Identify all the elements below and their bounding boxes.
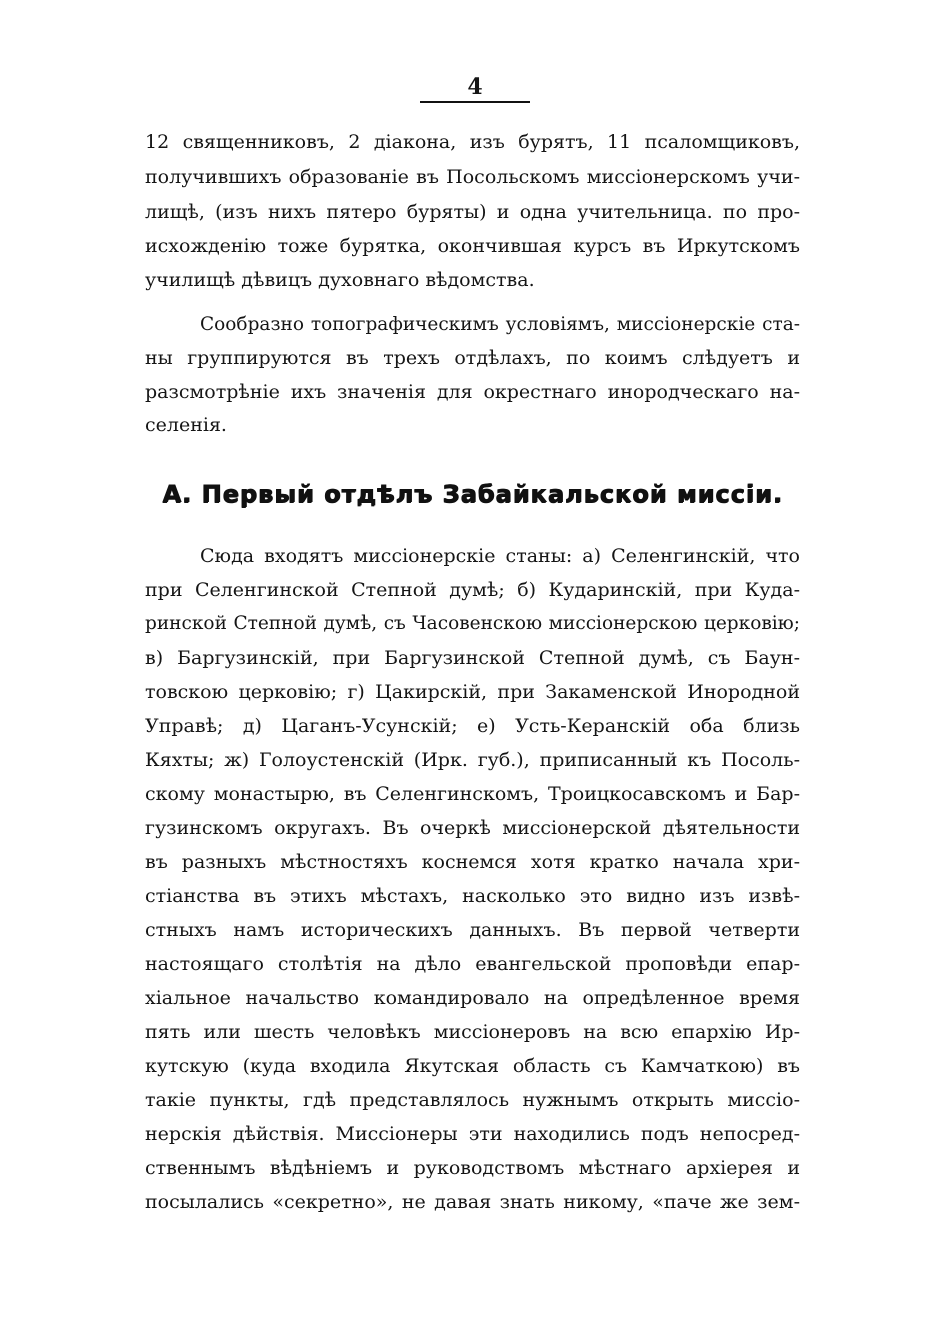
page-number: 4 [467,74,483,100]
paragraph-3-line: стіанства въ этихъ мѣстахъ, насколько это видно изъ извѣ- [145,885,800,907]
paragraph-1-line: получившихъ образованіе въ Посольскомъ миссіонерскомъ учи- [145,166,800,188]
paragraph-3-line: пять или шесть человѣкъ миссіонеровъ на всю епархію Ир- [145,1021,800,1043]
paragraph-2-line: разсмотрѣніе ихъ значенія для окрестнаго инородческаго на- [145,381,800,403]
paragraph-3-line: в) Баргузинскій, при Баргузинской Степной думѣ, съ Баун- [145,647,800,669]
paragraph-2-line: Сообразно топографическимъ условіямъ, миссіонерскіе ста- [200,314,800,335]
paragraph-3-line: гузинскомъ округахъ. Въ очеркѣ миссіонерской дѣятельности [145,817,800,839]
paragraph-3-line: товскою церковію; г) Цакирскій, при Закаменской Инородной [145,681,800,703]
paragraph-3-line: посылались «секретно», не давая знать никому, «паче же зем- [145,1191,800,1213]
paragraph-3-line: ринской Степной думѣ, съ Часовенскою миссіонерскою церковію; [145,613,800,634]
paragraph-3-line: Управѣ; д) Цаганъ-Усунскій; е) Усть-Керанскій оба близь [145,715,800,737]
paragraph-1-line: лищѣ, (изъ нихъ пятеро буряты) и одна учительница. по про- [145,201,800,223]
paragraph-2-line: ны группируются въ трехъ отдѣлахъ, по коимъ слѣдуетъ и [145,347,800,369]
paragraph-1-line: училищѣ дѣвицъ духовнаго вѣдомства. [145,269,535,291]
paragraph-3-line: Кяхты; ж) Голоустенскій (Ирк. губ.), приписанный къ Посоль- [145,749,800,771]
paragraph-3-line: кутскую (куда входила Якутская область съ Камчаткою) въ [145,1055,800,1077]
paragraph-3-line: такіе пункты, гдѣ представлялось нужнымъ открыть миссіо- [145,1089,800,1111]
paragraph-1-line: 12 священниковъ, 2 діакона, изъ бурятъ, 11 псаломщиковъ, [145,131,800,153]
header-rule [420,101,530,103]
paragraph-3-line: въ разныхъ мѣстностяхъ коснемся хотя кратко начала хри- [145,851,800,873]
paragraph-3-line: настоящаго столѣтія на дѣло евангельской проповѣди епар- [145,953,800,975]
paragraph-3-line: хіальное начальство командировало на опредѣленное время [145,987,800,1009]
paragraph-3-line: при Селенгинской Степной думѣ; б) Кударинскій, при Куда- [145,579,800,601]
paragraph-3-line: скому монастырю, въ Селенгинскомъ, Троицкосавскомъ и Бар- [145,783,800,805]
paragraph-3-line: стныхъ намъ историческихъ данныхъ. Въ первой четверти [145,919,800,941]
paragraph-3-line: нерскія дѣйствія. Миссіонеры эти находились подъ непосред- [145,1123,800,1145]
paragraph-3-line: Сюда входятъ миссіонерскіе станы: а) Селенгинскій, что [200,545,800,567]
section-heading: А. Первый отдѣлъ Забайкальской миссіи. [162,480,783,508]
paragraph-2-line: селенія. [145,414,227,436]
paragraph-3-line: ственнымъ вѣдѣніемъ и руководствомъ мѣстнаго архіерея и [145,1157,800,1179]
paragraph-1-line: исхожденію тоже бурятка, окончившая курсъ въ Иркутскомъ [145,235,800,257]
